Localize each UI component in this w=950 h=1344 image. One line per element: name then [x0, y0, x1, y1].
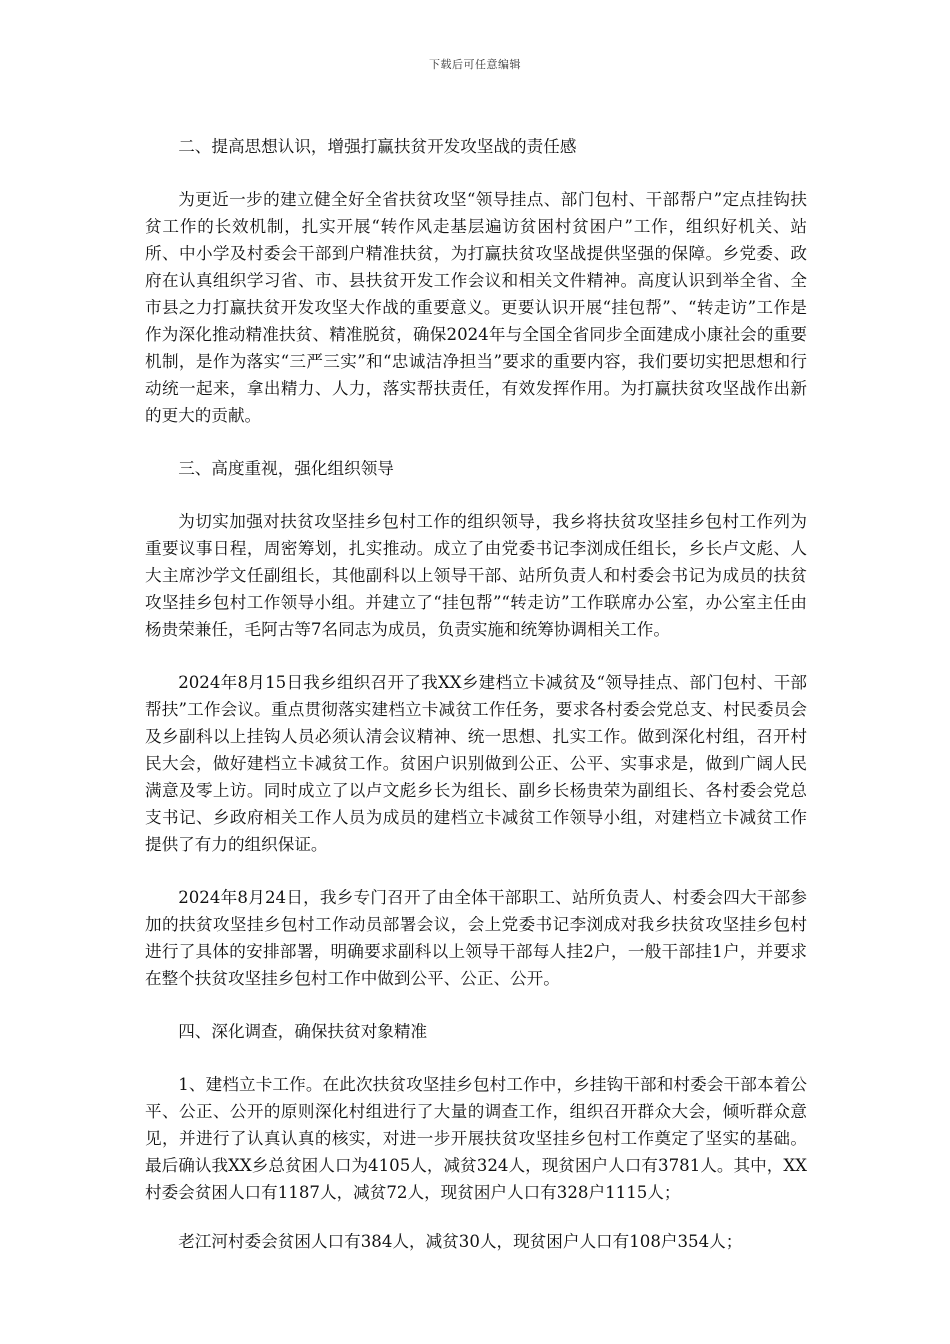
- section-heading-4: 四、深化调查，确保扶贫对象精准: [178, 1022, 428, 1041]
- section-heading-3: 三、高度重视，强化组织领导: [178, 459, 394, 478]
- paragraph-record-work: 1、建档立卡工作。在此次扶贫攻坚挂乡包村工作中，乡挂钩干部和村委会干部本着公平、公正、公开的原则深化村组进行了大量的调查工作，组织召开群众大会，倾听群众意见，并进行了认真认真的核实，对进一步开展扶贫攻坚挂乡包村工作奠定了坚实的基础。最后确认我XX乡总贫困人口为4105人，减贫324人，现贫困户人口有3781人。其中，XX村委会贫困人口有1187人，减贫72人，现贫困户人口有328户1115人；: [145, 1075, 807, 1202]
- paragraph-meeting-aug-15: 2024年8月15日我乡组织召开了我XX乡建档立卡减贫及“领导挂点、部门包村、干部帮扶”工作会议。重点贯彻落实建档立卡减贫工作任务，要求各村委会党总支、村民委员会及乡副科以上挂钩人员必须认清会议精神、统一思想、扎实工作。做到深化村组，召开村民大会，做好建档立卡减贫工作。贫困户识别做到公正、公平、实事求是，做到广阔人民满意及零上访。同时成立了以卢文彪乡长为组长、副乡长杨贵荣为副组长、各村委会党总支书记、乡政府相关工作人员为成员的建档立卡减贫工作领导小组，对建档立卡减贫工作提供了有力的组织保证。: [145, 673, 807, 854]
- paragraph-leadership-group: 为切实加强对扶贫攻坚挂乡包村工作的组织领导，我乡将扶贫攻坚挂乡包村工作列为重要议事日程，周密筹划，扎实推动。成立了由党委书记李浏成任组长，乡长卢文彪、人大主席沙学文任副组长，其他副科以上领导干部、站所负责人和村委会书记为成员的扶贫攻坚挂乡包村工作领导小组。并建立了“挂包帮”“转走访”工作联席办公室，办公室主任由杨贵荣兼任，毛阿古等7名同志为成员，负责实施和统筹协调相关工作。: [145, 512, 807, 639]
- paragraph-laojianghe: 老江河村委会贫困人口有384人，减贫30人，现贫困户人口有108户354人；: [178, 1232, 743, 1251]
- section-heading-2: 二、提高思想认识，增强打赢扶贫开发攻坚战的责任感: [178, 137, 577, 156]
- paragraph-meeting-aug-24: 2024年8月24日，我乡专门召开了由全体干部职工、站所负责人、村委会四大干部参加的扶贫攻坚挂乡包村工作动员部署会议，会上党委书记李浏成对我乡扶贫攻坚挂乡包村进行了具体的安排部署，明确要求副科以上领导干部每人挂2户，一般干部挂1户，并要求在整个扶贫攻坚挂乡包村工作中做到公平、公正、公开。: [145, 888, 807, 988]
- header-note: 下载后可任意编辑: [429, 58, 521, 71]
- document-body: [145, 133, 807, 1281]
- paragraph-responsibility: 为更近一步的建立健全好全省扶贫攻坚“领导挂点、部门包村、干部帮户”定点挂钩扶贫工作的长效机制，扎实开展“转作风走基层遍访贫困村贫困户”工作，组织好机关、站所、中小学及村委会干部到户精准扶贫，为打赢扶贫攻坚战提供坚强的保障。乡党委、政府在认真组织学习省、市、县扶贫开发工作会议和相关文件精神。高度认识到举全省、全市县之力打赢扶贫开发攻坚大作战的重要意义。更要认识开展“挂包帮”、“转走访”工作是作为深化推动精准扶贫、精准脱贫，确保2024年与全国全省同步全面建成小康社会的重要机制，是作为落实“三严三实”和“忠诚洁净担当”要求的重要内容，我们要切实把思想和行动统一起来，拿出精力、人力，落实帮扶责任，有效发挥作用。为打赢扶贫攻坚战作出新的更大的贡献。: [145, 190, 807, 425]
